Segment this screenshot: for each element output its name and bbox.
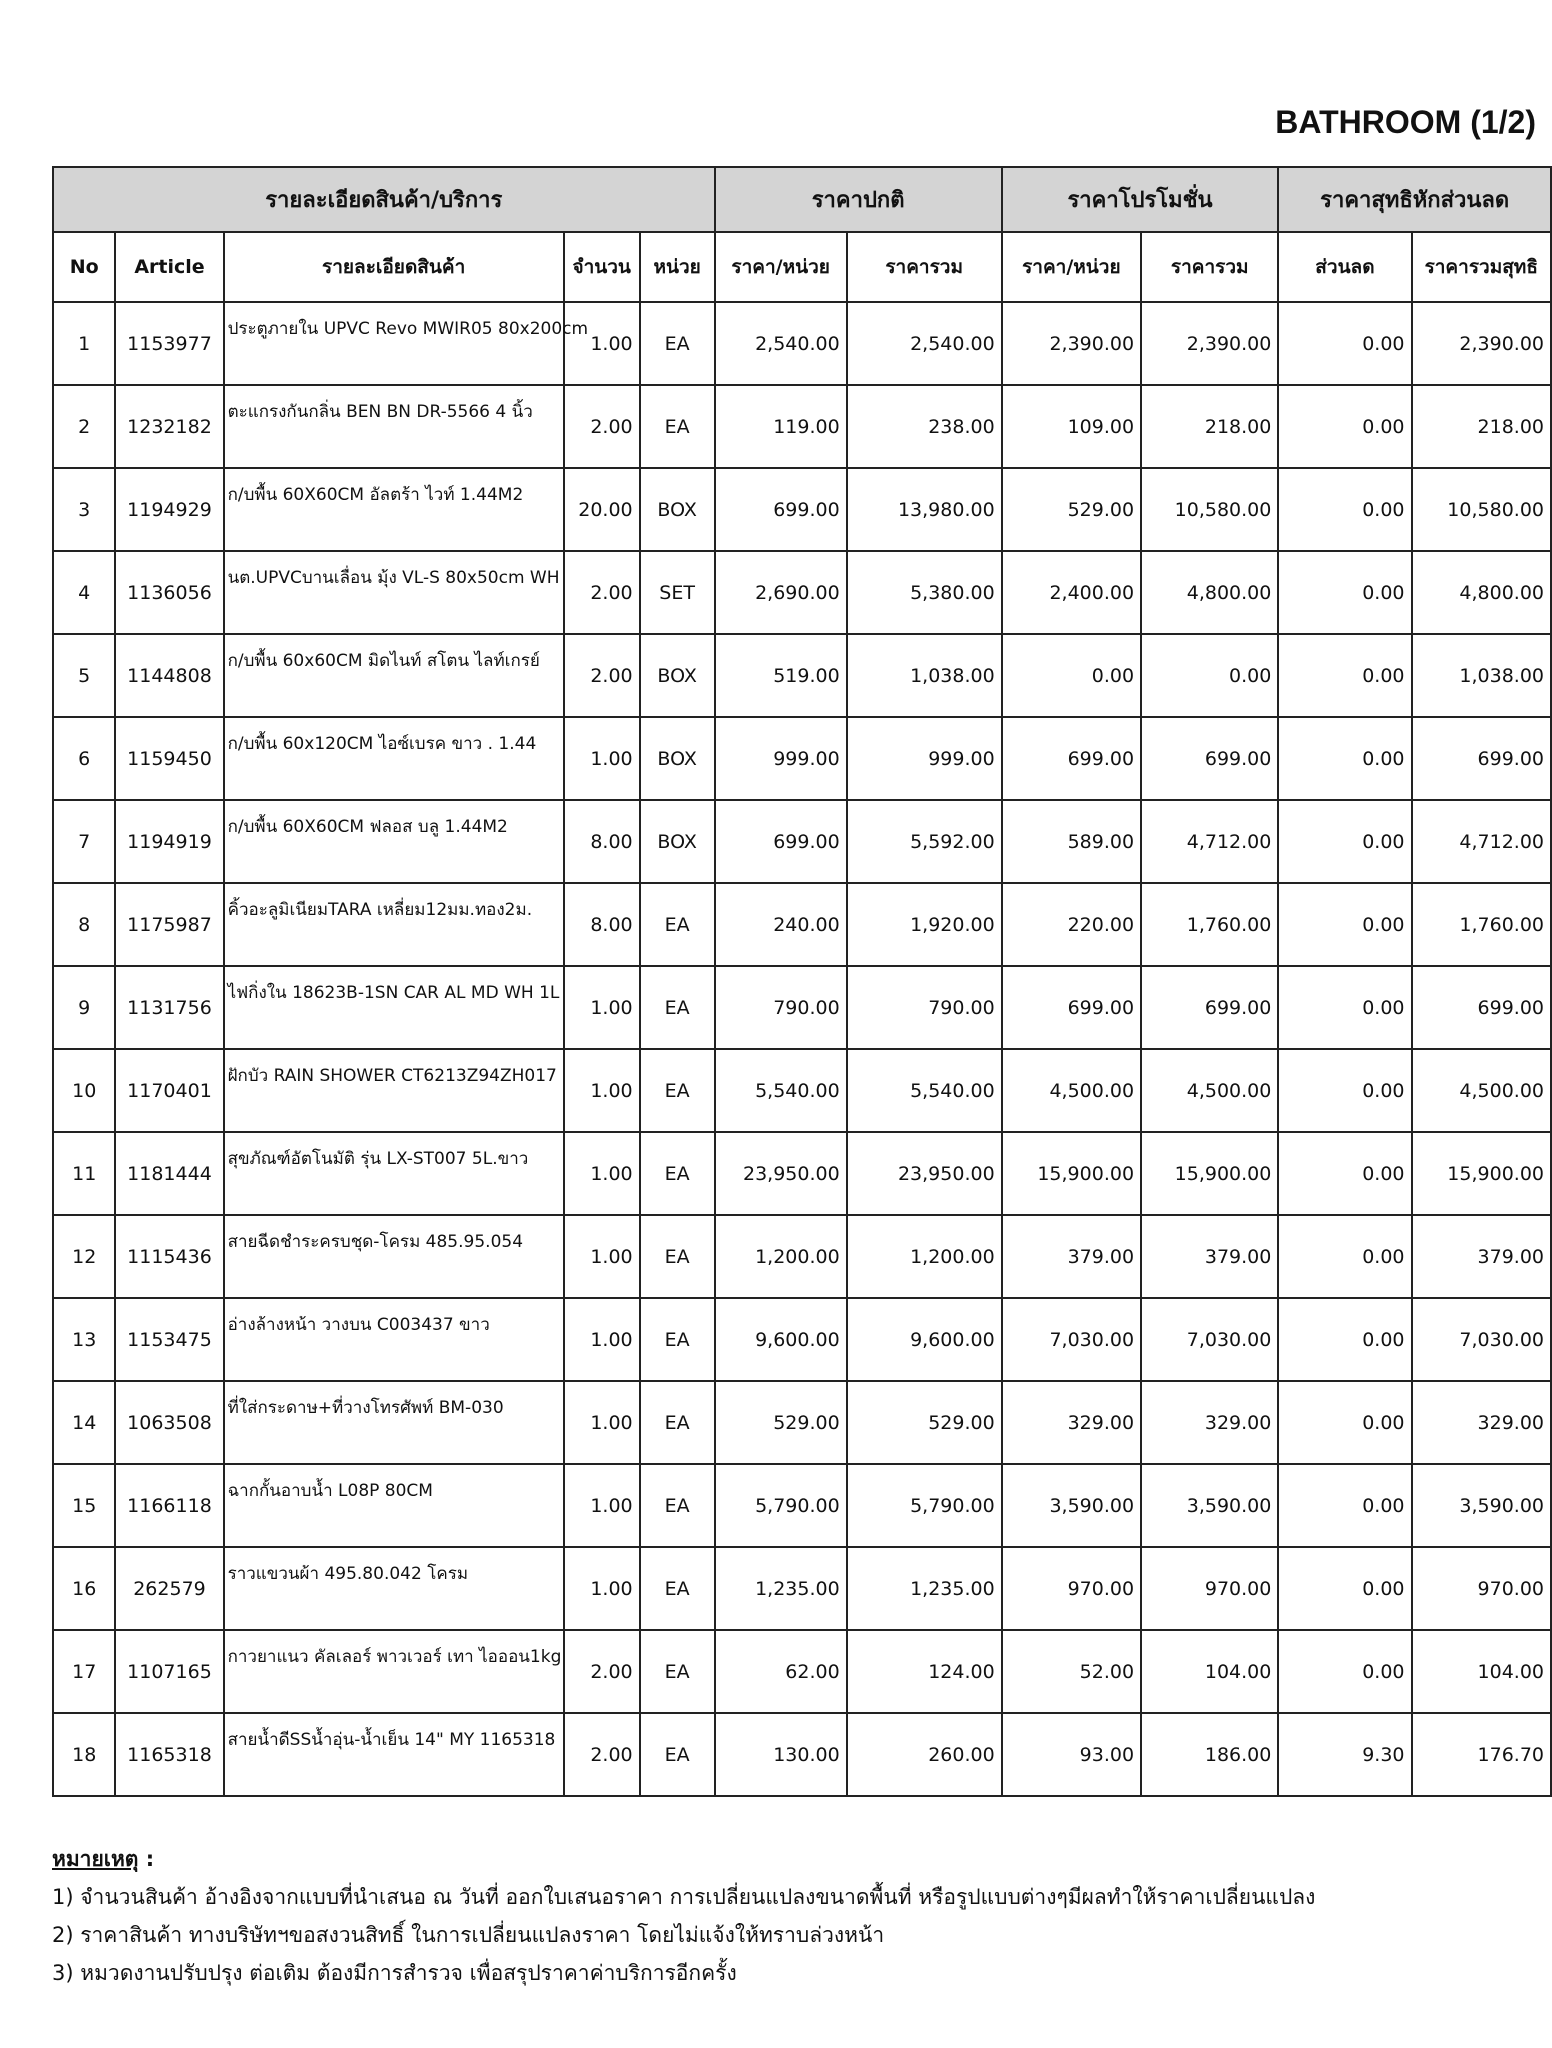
row-discount: 0.00 [1278, 717, 1411, 800]
row-net-total: 970.00 [1412, 1547, 1552, 1630]
row-promo-total: 699.00 [1141, 966, 1278, 1049]
row-net-total: 2,390.00 [1412, 302, 1552, 385]
row-unit: EA [640, 883, 715, 966]
row-discount: 0.00 [1278, 1215, 1411, 1298]
row-discount: 0.00 [1278, 468, 1411, 551]
row-promo-total: 329.00 [1141, 1381, 1278, 1464]
row-discount: 0.00 [1278, 634, 1411, 717]
row-article: 1165318 [115, 1713, 223, 1796]
row-promo-total: 0.00 [1141, 634, 1278, 717]
col-no: No [53, 232, 115, 302]
row-unit: BOX [640, 717, 715, 800]
row-unit: EA [640, 1713, 715, 1796]
header-group-row [53, 167, 1551, 232]
row-unit: BOX [640, 800, 715, 883]
row-price-total: 5,380.00 [847, 551, 1002, 634]
row-qty: 1.00 [564, 717, 640, 800]
row-description: นต.UPVCบานเลื่อน มุ้ง VL-S 80x50cm WH [224, 551, 564, 634]
row-promo-per-unit: 4,500.00 [1002, 1049, 1141, 1132]
row-price-per-unit: 1,200.00 [715, 1215, 847, 1298]
row-no: 15 [53, 1464, 115, 1547]
row-discount: 0.00 [1278, 1464, 1411, 1547]
row-promo-per-unit: 0.00 [1002, 634, 1141, 717]
row-promo-per-unit: 379.00 [1002, 1215, 1141, 1298]
row-price-per-unit: 240.00 [715, 883, 847, 966]
row-discount: 0.00 [1278, 800, 1411, 883]
row-price-total: 5,790.00 [847, 1464, 1002, 1547]
notes-colon: : [138, 1847, 155, 1871]
row-no: 8 [53, 883, 115, 966]
row-promo-total: 2,390.00 [1141, 302, 1278, 385]
row-price-per-unit: 62.00 [715, 1630, 847, 1713]
row-promo-total: 15,900.00 [1141, 1132, 1278, 1215]
row-qty: 8.00 [564, 800, 640, 883]
row-promo-per-unit: 7,030.00 [1002, 1298, 1141, 1381]
row-description: ที่ใส่กระดาษ+ที่วางโทรศัพท์ BM-030 [224, 1381, 564, 1464]
row-price-per-unit: 529.00 [715, 1381, 847, 1464]
row-description: ฉากกั้นอาบน้ำ L08P 80CM [224, 1464, 564, 1547]
row-net-total: 329.00 [1412, 1381, 1552, 1464]
table-row [53, 800, 1551, 883]
row-qty: 2.00 [564, 551, 640, 634]
row-description: ก/บพื้น 60x120CM ไอซ์เบรค ขาว . 1.44 [224, 717, 564, 800]
row-price-total: 124.00 [847, 1630, 1002, 1713]
row-unit: EA [640, 966, 715, 1049]
note-line: 1) จำนวนสินค้า อ้างอิงจากแบบที่นำเสนอ ณ วันที่ ออกใบเสนอราคา การเปลี่ยนแปลงขนาดพื้นที่ หรือรูปแบบต่างๆมีผลทำให้ราคาเปลี่ยนแปลง [52, 1885, 1316, 1909]
table-row [53, 966, 1551, 1049]
row-discount: 0.00 [1278, 1547, 1411, 1630]
row-promo-per-unit: 529.00 [1002, 468, 1141, 551]
table-row [53, 385, 1551, 468]
table-body [53, 302, 1551, 1796]
row-no: 11 [53, 1132, 115, 1215]
row-price-total: 238.00 [847, 385, 1002, 468]
row-price-total: 2,540.00 [847, 302, 1002, 385]
row-description: สายฉีดชำระครบชุด-โครม 485.95.054 [224, 1215, 564, 1298]
row-price-per-unit: 5,540.00 [715, 1049, 847, 1132]
row-promo-per-unit: 93.00 [1002, 1713, 1141, 1796]
row-qty: 1.00 [564, 1464, 640, 1547]
col-promo-total: ราคารวม [1141, 232, 1278, 302]
row-unit: EA [640, 1381, 715, 1464]
row-promo-total: 379.00 [1141, 1215, 1278, 1298]
header-column-row [53, 232, 1551, 302]
table-row [53, 1049, 1551, 1132]
note-line: 2) ราคาสินค้า ทางบริษัทฯขอสงวนสิทธิ์ ในการเปลี่ยนแปลงราคา โดยไม่แจ้งให้ทราบล่วงหน้า [52, 1923, 885, 1947]
row-no: 6 [53, 717, 115, 800]
row-description: สายน้ำดีSSน้ำอุ่น-น้ำเย็น 14" MY 1165318 [224, 1713, 564, 1796]
row-discount: 0.00 [1278, 883, 1411, 966]
row-description: ก/บพื้น 60x60CM มิดไนท์ สโตน ไลท์เกรย์ [224, 634, 564, 717]
row-description: สุขภัณฑ์อัตโนมัติ รุ่น LX-ST007 5L.ขาว [224, 1132, 564, 1215]
row-net-total: 7,030.00 [1412, 1298, 1552, 1381]
row-promo-total: 4,500.00 [1141, 1049, 1278, 1132]
row-promo-total: 10,580.00 [1141, 468, 1278, 551]
col-net-total: ราคารวมสุทธิ [1412, 232, 1552, 302]
row-price-per-unit: 2,540.00 [715, 302, 847, 385]
col-description: รายละเอียดสินค้า [224, 232, 564, 302]
col-discount: ส่วนลด [1278, 232, 1411, 302]
row-no: 13 [53, 1298, 115, 1381]
row-description: กาวยาแนว คัลเลอร์ พาวเวอร์ เทา ไอออน1kg [224, 1630, 564, 1713]
table-row [53, 1547, 1551, 1630]
row-no: 9 [53, 966, 115, 1049]
row-net-total: 104.00 [1412, 1630, 1552, 1713]
row-qty: 2.00 [564, 1630, 640, 1713]
table-row [53, 883, 1551, 966]
row-qty: 1.00 [564, 1215, 640, 1298]
row-no: 18 [53, 1713, 115, 1796]
row-unit: EA [640, 1049, 715, 1132]
table-row [53, 468, 1551, 551]
row-qty: 20.00 [564, 468, 640, 551]
row-no: 17 [53, 1630, 115, 1713]
row-promo-per-unit: 329.00 [1002, 1381, 1141, 1464]
row-price-total: 9,600.00 [847, 1298, 1002, 1381]
row-price-total: 999.00 [847, 717, 1002, 800]
notes-heading-line [52, 1840, 1522, 1878]
row-price-per-unit: 119.00 [715, 385, 847, 468]
row-price-total: 5,540.00 [847, 1049, 1002, 1132]
table-row [53, 717, 1551, 800]
row-net-total: 699.00 [1412, 966, 1552, 1049]
row-net-total: 10,580.00 [1412, 468, 1552, 551]
row-promo-per-unit: 970.00 [1002, 1547, 1141, 1630]
row-net-total: 1,038.00 [1412, 634, 1552, 717]
table-row [53, 1298, 1551, 1381]
row-net-total: 218.00 [1412, 385, 1552, 468]
row-no: 14 [53, 1381, 115, 1464]
table-row [53, 1132, 1551, 1215]
row-price-per-unit: 1,235.00 [715, 1547, 847, 1630]
row-net-total: 3,590.00 [1412, 1464, 1552, 1547]
row-article: 1170401 [115, 1049, 223, 1132]
row-promo-total: 3,590.00 [1141, 1464, 1278, 1547]
row-price-per-unit: 2,690.00 [715, 551, 847, 634]
row-description: ก/บพื้น 60X60CM อัลตร้า ไวท์ 1.44M2 [224, 468, 564, 551]
table-row [53, 551, 1551, 634]
row-description: ราวแขวนผ้า 495.80.042 โครม [224, 1547, 564, 1630]
row-article: 1194919 [115, 800, 223, 883]
row-net-total: 1,760.00 [1412, 883, 1552, 966]
row-qty: 1.00 [564, 966, 640, 1049]
row-discount: 0.00 [1278, 966, 1411, 1049]
row-promo-per-unit: 699.00 [1002, 966, 1141, 1049]
row-promo-per-unit: 52.00 [1002, 1630, 1141, 1713]
row-price-per-unit: 699.00 [715, 468, 847, 551]
row-price-total: 1,200.00 [847, 1215, 1002, 1298]
header-details: รายละเอียดสินค้า/บริการ [53, 167, 715, 232]
row-no: 2 [53, 385, 115, 468]
row-discount: 0.00 [1278, 551, 1411, 634]
row-unit: EA [640, 1547, 715, 1630]
row-no: 1 [53, 302, 115, 385]
row-article: 1144808 [115, 634, 223, 717]
row-unit: EA [640, 1215, 715, 1298]
row-price-total: 23,950.00 [847, 1132, 1002, 1215]
row-article: 1107165 [115, 1630, 223, 1713]
row-qty: 1.00 [564, 302, 640, 385]
row-promo-total: 970.00 [1141, 1547, 1278, 1630]
row-discount: 9.30 [1278, 1713, 1411, 1796]
row-price-total: 1,235.00 [847, 1547, 1002, 1630]
row-net-total: 176.70 [1412, 1713, 1552, 1796]
row-net-total: 4,800.00 [1412, 551, 1552, 634]
row-description: ตะแกรงกันกลิ่น BEN BN DR-5566 4 นิ้ว [224, 385, 564, 468]
row-discount: 0.00 [1278, 1381, 1411, 1464]
row-qty: 8.00 [564, 883, 640, 966]
row-qty: 2.00 [564, 1713, 640, 1796]
col-qty: จำนวน [564, 232, 640, 302]
row-net-total: 4,712.00 [1412, 800, 1552, 883]
table-row [53, 302, 1551, 385]
row-article: 1115436 [115, 1215, 223, 1298]
row-promo-per-unit: 109.00 [1002, 385, 1141, 468]
quotation-table [52, 166, 1552, 1797]
row-net-total: 15,900.00 [1412, 1132, 1552, 1215]
row-discount: 0.00 [1278, 385, 1411, 468]
row-qty: 1.00 [564, 1298, 640, 1381]
row-description: ไฟกิ่งใน 18623B-1SN CAR AL MD WH 1L [224, 966, 564, 1049]
row-no: 7 [53, 800, 115, 883]
row-description: คิ้วอะลูมิเนียมTARA เหลี่ยม12มม.ทอง2ม. [224, 883, 564, 966]
row-unit: SET [640, 551, 715, 634]
row-qty: 1.00 [564, 1381, 640, 1464]
row-article: 1136056 [115, 551, 223, 634]
row-price-total: 5,592.00 [847, 800, 1002, 883]
row-price-total: 260.00 [847, 1713, 1002, 1796]
row-price-per-unit: 699.00 [715, 800, 847, 883]
row-price-total: 13,980.00 [847, 468, 1002, 551]
row-price-total: 1,920.00 [847, 883, 1002, 966]
row-article: 1159450 [115, 717, 223, 800]
row-price-total: 1,038.00 [847, 634, 1002, 717]
quotation-table-container [52, 166, 1544, 1797]
row-unit: EA [640, 1132, 715, 1215]
table-row [53, 634, 1551, 717]
table-row [53, 1215, 1551, 1298]
row-no: 12 [53, 1215, 115, 1298]
row-price-total: 790.00 [847, 966, 1002, 1049]
row-description: ประตูภายใน UPVC Revo MWIR05 80x200cm [224, 302, 564, 385]
row-article: 1232182 [115, 385, 223, 468]
row-description: ฝักบัว RAIN SHOWER CT6213Z94ZH017 [224, 1049, 564, 1132]
col-price-per-unit: ราคา/หน่วย [715, 232, 847, 302]
notes-heading: หมายเหตุ [52, 1847, 139, 1871]
row-price-total: 529.00 [847, 1381, 1002, 1464]
row-article: 1153977 [115, 302, 223, 385]
row-promo-total: 7,030.00 [1141, 1298, 1278, 1381]
row-price-per-unit: 519.00 [715, 634, 847, 717]
row-promo-total: 4,712.00 [1141, 800, 1278, 883]
row-article: 1063508 [115, 1381, 223, 1464]
row-qty: 1.00 [564, 1547, 640, 1630]
row-unit: EA [640, 1464, 715, 1547]
header-promo-price: ราคาโปรโมชั่น [1002, 167, 1279, 232]
row-no: 10 [53, 1049, 115, 1132]
table-row [53, 1464, 1551, 1547]
row-qty: 2.00 [564, 385, 640, 468]
row-price-per-unit: 999.00 [715, 717, 847, 800]
row-article: 1175987 [115, 883, 223, 966]
row-price-per-unit: 130.00 [715, 1713, 847, 1796]
row-article: 1166118 [115, 1464, 223, 1547]
row-article: 1181444 [115, 1132, 223, 1215]
row-no: 3 [53, 468, 115, 551]
row-article: 1153475 [115, 1298, 223, 1381]
table-row [53, 1381, 1551, 1464]
row-no: 4 [53, 551, 115, 634]
row-discount: 0.00 [1278, 1298, 1411, 1381]
row-unit: BOX [640, 634, 715, 717]
header-normal-price: ราคาปกติ [715, 167, 1002, 232]
row-promo-total: 186.00 [1141, 1713, 1278, 1796]
col-price-total: ราคารวม [847, 232, 1002, 302]
row-no: 5 [53, 634, 115, 717]
col-unit: หน่วย [640, 232, 715, 302]
page-title: BATHROOM (1/2) [1275, 104, 1536, 140]
row-promo-total: 1,760.00 [1141, 883, 1278, 966]
table-row [53, 1713, 1551, 1796]
row-promo-per-unit: 589.00 [1002, 800, 1141, 883]
row-article: 1194929 [115, 468, 223, 551]
row-qty: 1.00 [564, 1049, 640, 1132]
row-price-per-unit: 790.00 [715, 966, 847, 1049]
row-no: 16 [53, 1547, 115, 1630]
row-net-total: 379.00 [1412, 1215, 1552, 1298]
row-promo-total: 104.00 [1141, 1630, 1278, 1713]
row-promo-total: 699.00 [1141, 717, 1278, 800]
col-article: Article [115, 232, 223, 302]
row-promo-per-unit: 2,390.00 [1002, 302, 1141, 385]
row-discount: 0.00 [1278, 1049, 1411, 1132]
row-unit: EA [640, 302, 715, 385]
row-promo-per-unit: 3,590.00 [1002, 1464, 1141, 1547]
row-promo-total: 4,800.00 [1141, 551, 1278, 634]
row-unit: EA [640, 1630, 715, 1713]
row-description: อ่างล้างหน้า วางบน C003437 ขาว [224, 1298, 564, 1381]
row-qty: 2.00 [564, 634, 640, 717]
row-unit: EA [640, 385, 715, 468]
row-promo-per-unit: 2,400.00 [1002, 551, 1141, 634]
row-article: 1131756 [115, 966, 223, 1049]
row-description: ก/บพื้น 60X60CM ฟลอส บลู 1.44M2 [224, 800, 564, 883]
row-promo-total: 218.00 [1141, 385, 1278, 468]
row-article: 262579 [115, 1547, 223, 1630]
row-promo-per-unit: 15,900.00 [1002, 1132, 1141, 1215]
col-promo-per-unit: ราคา/หน่วย [1002, 232, 1141, 302]
notes-section [52, 1840, 1522, 1992]
row-promo-per-unit: 220.00 [1002, 883, 1141, 966]
note-line: 3) หมวดงานปรับปรุง ต่อเติม ต้องมีการสำรวจ เพื่อสรุปราคาค่าบริการอีกครั้ง [52, 1961, 737, 1985]
header-net-price: ราคาสุทธิหักส่วนลด [1278, 167, 1551, 232]
row-promo-per-unit: 699.00 [1002, 717, 1141, 800]
row-qty: 1.00 [564, 1132, 640, 1215]
row-net-total: 4,500.00 [1412, 1049, 1552, 1132]
row-discount: 0.00 [1278, 1132, 1411, 1215]
row-discount: 0.00 [1278, 1630, 1411, 1713]
row-price-per-unit: 9,600.00 [715, 1298, 847, 1381]
row-price-per-unit: 23,950.00 [715, 1132, 847, 1215]
row-unit: EA [640, 1298, 715, 1381]
row-price-per-unit: 5,790.00 [715, 1464, 847, 1547]
table-row [53, 1630, 1551, 1713]
row-discount: 0.00 [1278, 302, 1411, 385]
row-unit: BOX [640, 468, 715, 551]
row-net-total: 699.00 [1412, 717, 1552, 800]
